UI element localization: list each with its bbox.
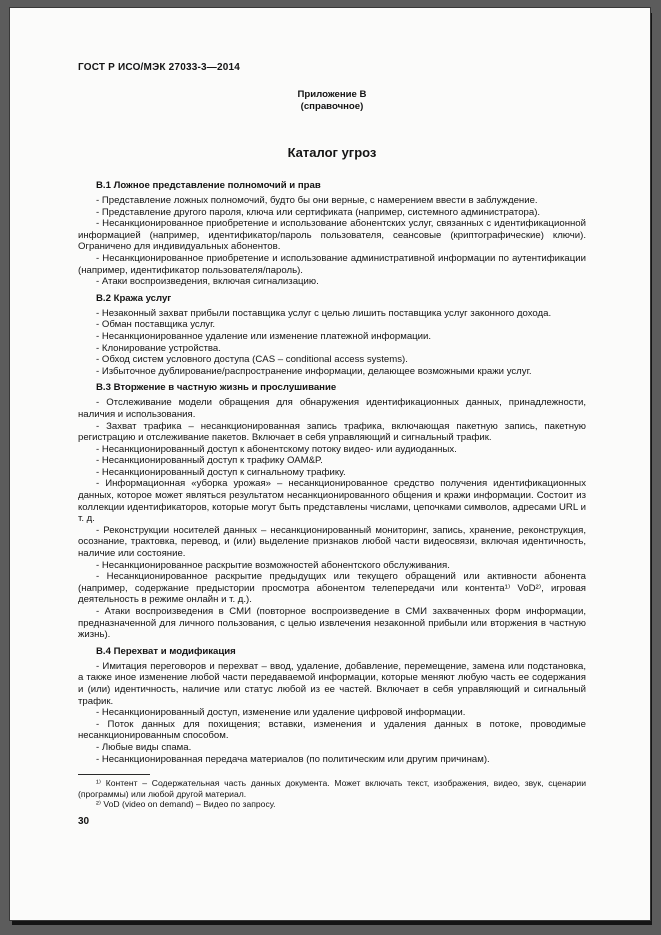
body-paragraph: - Несанкционированное раскрытие предыдущих или текущего обращений или активности абонента (например, содержание предыстории просмотра абонентом телепередачи или контента¹⁾ VoD²⁾, игровая деятельность в режиме онлайн и т. д.). bbox=[78, 571, 586, 606]
body-paragraph: - Несанкционированное удаление или изменение платежной информации. bbox=[96, 330, 432, 342]
body-paragraph: - Захват трафика – несанкционированная запись трафика, включающая пакетную запись, пакетную регистрацию и отслеживание пакетов. Включает в себя управляющий и сигнальный трафик. bbox=[78, 420, 586, 444]
footnote: ²⁾ VoD (video on demand) – Видео по запросу. bbox=[96, 799, 276, 810]
section-heading: В.4 Перехват и модификация bbox=[96, 645, 236, 657]
body-paragraph: - Несанкционированное приобретение и использование административной информации по аутентификации (например, идентификатор пользователя/пароль). bbox=[78, 252, 586, 276]
body-paragraph: - Несанкционированный доступ, изменение или удаление цифровой информации. bbox=[96, 707, 466, 719]
body-paragraph: - Любые виды спама. bbox=[96, 741, 192, 753]
section-heading: В.3 Вторжение в частную жизнь и прослушивание bbox=[96, 382, 337, 394]
body-paragraph: - Клонирование устройства. bbox=[96, 342, 221, 354]
section-heading: В.1 Ложное представление полномочий и прав bbox=[96, 180, 321, 191]
body-paragraph: - Несанкционированный доступ к сигнальному трафику. bbox=[96, 466, 346, 478]
body-paragraph: - Реконструкции носителей данных – несанкционированный мониторинг, запись, хранение, реконструкция, осознание, трактовка, перевод, и (или) выделение признаков любой части видеосвязи, включая идентичность, наличие или состояние. bbox=[78, 524, 586, 560]
body-paragraph: - Поток данных для похищения; вставки, изменения и удаления данных в потоке, проводимые несанкционированным способом. bbox=[78, 718, 586, 742]
body-paragraph: - Несанкционированное раскрытие возможностей абонентского обслуживания. bbox=[96, 559, 450, 571]
body-paragraph: - Отслеживание модели обращения для обнаружения идентификационных данных, принадлежности, наличия и использования. bbox=[78, 397, 586, 420]
body-paragraph: - Незаконный захват прибыли поставщика услуг с целью лишить поставщика услуг законного дохода. bbox=[96, 307, 552, 319]
annex-title-line1: Приложение В bbox=[297, 89, 367, 100]
page-title: Каталог угроз bbox=[287, 145, 377, 160]
body-paragraph: - Имитация переговоров и перехват – ввод, удаление, добавление, перемещение, замена или подстановка, а также иное изменение любой части передаваемой информации, которые меняют любую часть ее содержания и (или) идентичность, наличие или статус любой из ее частей. Включает в себя управляющий и сигнальный трафик. bbox=[78, 660, 586, 707]
annex-title-block bbox=[78, 89, 586, 113]
body-paragraph: - Несанкционированный доступ к абонентскому потоку видео- или аудиоданных. bbox=[96, 443, 457, 455]
body-paragraph: - Обман поставщика услуг. bbox=[96, 319, 216, 331]
document-standard-header: ГОСТ Р ИСО/МЭК 27033-3—2014 bbox=[78, 62, 241, 73]
footnote-divider bbox=[78, 774, 150, 775]
section-heading: В.2 Кража услуг bbox=[96, 292, 172, 304]
page-number: 30 bbox=[78, 815, 90, 827]
annex-title-line2: (справочное) bbox=[300, 101, 364, 112]
body-paragraph: - Обход систем условного доступа (CAS – conditional access systems). bbox=[96, 354, 408, 366]
footnotes-list bbox=[78, 778, 586, 810]
body-paragraph: - Информационная «уборка урожая» – несанкционированное средство получения идентификационных данных, которое может являться результатом несанкционированного общения и кражи информации. Состоит из коллекции идентификаторов, которые могут быть представлены числами, цепочками символов, адресами URL и т. д. bbox=[78, 478, 586, 525]
body-paragraph: - Представление другого пароля, ключа или сертификата (например, системного администратора). bbox=[96, 206, 541, 218]
body-paragraph: - Несанкционированная передача материалов (по политическим или другим причинам). bbox=[96, 753, 490, 765]
body-paragraph: - Атаки воспроизведения, включая сигнализацию. bbox=[96, 276, 319, 288]
body-paragraph: - Избыточное дублирование/распространение информации, делающее возможными кражи услуг. bbox=[96, 365, 532, 377]
document-page bbox=[10, 8, 650, 920]
body-paragraph: - Несанкционированное приобретение и использование абонентских услуг, связанных с идентификационной информацией (например, идентификатор/пароль пользователя, сеансовые (криптографические) ключи). Ограничено для индивидуальных абонентов. bbox=[78, 218, 586, 253]
body-paragraph: - Атаки воспроизведения в СМИ (повторное воспроизведение в СМИ захваченных форм информации, предназначенной для личного пользования, с целью извлечения незаконной прибыли или вторжения в частную жизнь). bbox=[78, 606, 586, 641]
body-paragraph: - Представление ложных полномочий, будто бы они верные, с намерением ввести в заблуждение. bbox=[96, 195, 538, 206]
sections-container bbox=[78, 180, 586, 765]
footnote: ¹⁾ Контент – Содержательная часть данных документа. Может включать текст, изображения, видео, звук, сценарии (программы) или любой другой материал. bbox=[78, 778, 586, 799]
body-paragraph: - Несанкционированный доступ к трафику ОАМ&P. bbox=[96, 455, 323, 467]
